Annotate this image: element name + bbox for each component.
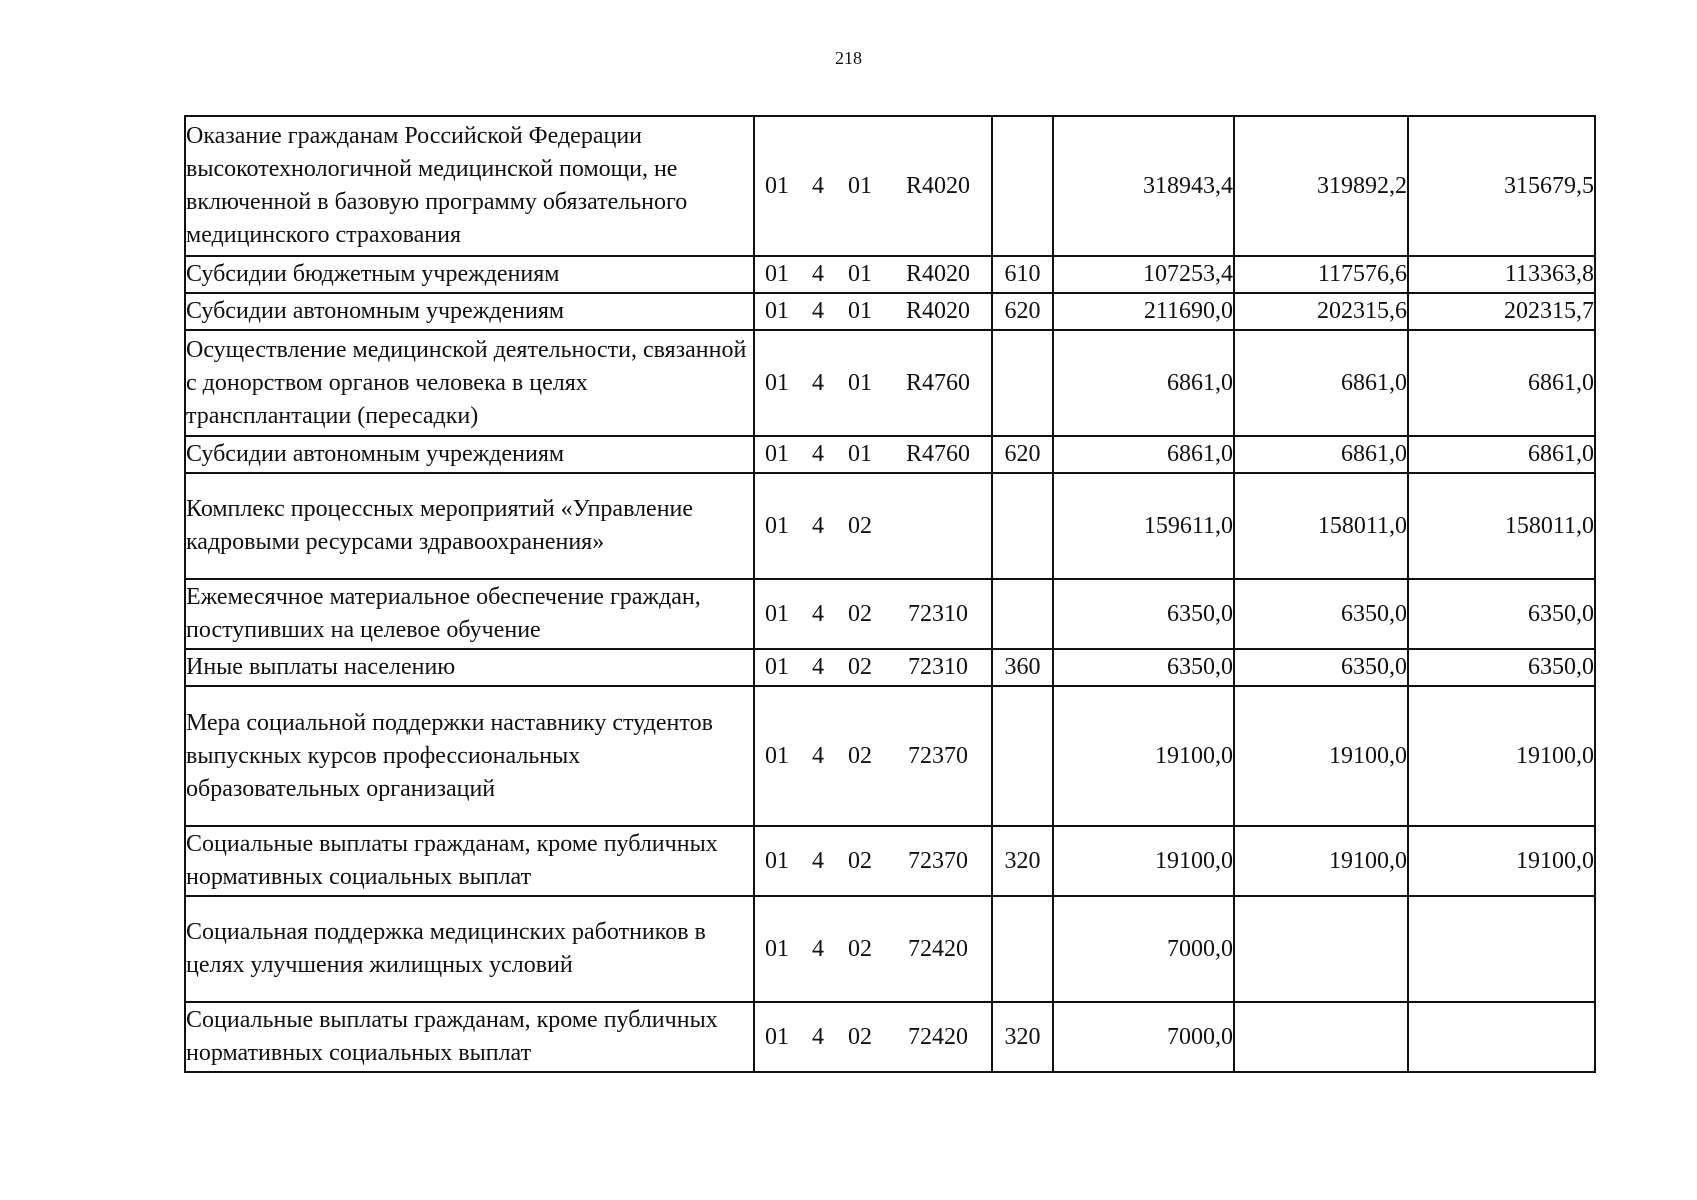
value-year-3: 6861,0 bbox=[1408, 436, 1595, 473]
value-year-2: 19100,0 bbox=[1234, 686, 1408, 826]
value-year-2: 6861,0 bbox=[1234, 436, 1408, 473]
value-year-3 bbox=[1408, 896, 1595, 1002]
value-year-2 bbox=[1234, 896, 1408, 1002]
code-program: 01 bbox=[765, 1023, 789, 1050]
row-name: Социальные выплаты гражданам, кроме публичных нормативных социальных выплат bbox=[185, 826, 754, 896]
code-event: 02 bbox=[848, 600, 872, 627]
code-subprogram: 4 bbox=[812, 847, 824, 874]
code-direction: R4020 bbox=[905, 172, 970, 199]
code-event: 02 bbox=[848, 512, 872, 539]
value-year-2: 6861,0 bbox=[1234, 330, 1408, 436]
code-program: 01 bbox=[765, 742, 789, 769]
code-direction: 72370 bbox=[908, 742, 968, 769]
expense-type-code bbox=[992, 686, 1053, 826]
code-subprogram: 4 bbox=[812, 654, 824, 680]
table-row bbox=[185, 116, 1595, 256]
value-year-2 bbox=[1234, 1002, 1408, 1072]
table-row bbox=[185, 473, 1595, 579]
value-year-1: 6861,0 bbox=[1053, 330, 1234, 436]
value-year-3: 315679,5 bbox=[1408, 116, 1595, 256]
row-codes bbox=[754, 436, 992, 473]
value-year-2: 117576,6 bbox=[1234, 256, 1408, 293]
row-codes bbox=[754, 1002, 992, 1072]
code-direction: R4020 bbox=[905, 261, 970, 287]
code-event: 01 bbox=[848, 261, 872, 287]
value-year-1: 6350,0 bbox=[1053, 649, 1234, 686]
expense-type-code: 320 bbox=[992, 826, 1053, 896]
code-program: 01 bbox=[765, 654, 789, 680]
code-program: 01 bbox=[765, 600, 789, 627]
code-direction: R4760 bbox=[905, 441, 970, 467]
value-year-3: 202315,7 bbox=[1408, 293, 1595, 330]
value-year-3: 158011,0 bbox=[1408, 473, 1595, 579]
code-direction: 72420 bbox=[908, 1023, 968, 1050]
expense-type-code bbox=[992, 330, 1053, 436]
table-row bbox=[185, 436, 1595, 473]
row-name: Ежемесячное материальное обеспечение граждан, поступивших на целевое обучение bbox=[185, 579, 754, 649]
row-codes bbox=[754, 116, 992, 256]
code-event: 01 bbox=[848, 298, 872, 324]
value-year-1: 6861,0 bbox=[1053, 436, 1234, 473]
value-year-2: 319892,2 bbox=[1234, 116, 1408, 256]
expense-type-code bbox=[992, 473, 1053, 579]
code-direction: R4760 bbox=[905, 369, 970, 396]
value-year-1: 19100,0 bbox=[1053, 686, 1234, 826]
code-subprogram: 4 bbox=[812, 935, 824, 962]
code-program: 01 bbox=[765, 935, 789, 962]
expense-type-code: 360 bbox=[992, 649, 1053, 686]
code-direction: R4020 bbox=[905, 298, 970, 324]
row-name: Мера социальной поддержки наставнику студентов выпускных курсов профессиональных образовательных организаций bbox=[185, 686, 754, 826]
table-row bbox=[185, 579, 1595, 649]
value-year-3: 6350,0 bbox=[1408, 649, 1595, 686]
code-event: 01 bbox=[848, 369, 872, 396]
row-name: Субсидии автономным учреждениям bbox=[185, 436, 754, 473]
value-year-3: 6350,0 bbox=[1408, 579, 1595, 649]
table-row bbox=[185, 330, 1595, 436]
row-name: Комплекс процессных мероприятий «Управление кадровыми ресурсами здравоохранения» bbox=[185, 473, 754, 579]
code-event: 01 bbox=[848, 172, 872, 199]
expense-type-code bbox=[992, 896, 1053, 1002]
value-year-2: 6350,0 bbox=[1234, 649, 1408, 686]
row-codes bbox=[754, 473, 992, 579]
table-row bbox=[185, 293, 1595, 330]
row-name: Иные выплаты населению bbox=[185, 649, 754, 686]
row-codes bbox=[754, 330, 992, 436]
code-program: 01 bbox=[765, 369, 789, 396]
code-event: 02 bbox=[848, 847, 872, 874]
value-year-3: 19100,0 bbox=[1408, 686, 1595, 826]
value-year-2: 19100,0 bbox=[1234, 826, 1408, 896]
value-year-1: 211690,0 bbox=[1053, 293, 1234, 330]
code-event: 02 bbox=[848, 654, 872, 680]
value-year-1: 7000,0 bbox=[1053, 1002, 1234, 1072]
expense-type-code: 620 bbox=[992, 293, 1053, 330]
code-subprogram: 4 bbox=[812, 261, 824, 287]
row-name: Субсидии автономным учреждениям bbox=[185, 293, 754, 330]
table-row bbox=[185, 896, 1595, 1002]
expense-type-code: 320 bbox=[992, 1002, 1053, 1072]
code-subprogram: 4 bbox=[812, 1023, 824, 1050]
code-program: 01 bbox=[765, 261, 789, 287]
code-event: 01 bbox=[848, 441, 872, 467]
expense-type-code: 620 bbox=[992, 436, 1053, 473]
row-codes bbox=[754, 579, 992, 649]
row-codes bbox=[754, 686, 992, 826]
code-program: 01 bbox=[765, 847, 789, 874]
row-name: Осуществление медицинской деятельности, связанной с донорством органов человека в целях трансплантации (пересадки) bbox=[185, 330, 754, 436]
value-year-1: 107253,4 bbox=[1053, 256, 1234, 293]
table-row bbox=[185, 686, 1595, 826]
row-codes bbox=[754, 826, 992, 896]
value-year-2: 158011,0 bbox=[1234, 473, 1408, 579]
row-codes bbox=[754, 256, 992, 293]
table-row bbox=[185, 256, 1595, 293]
expense-type-code bbox=[992, 579, 1053, 649]
value-year-1: 159611,0 bbox=[1053, 473, 1234, 579]
code-program: 01 bbox=[765, 441, 789, 467]
value-year-1: 19100,0 bbox=[1053, 826, 1234, 896]
page-number: 218 bbox=[835, 48, 862, 68]
value-year-3 bbox=[1408, 1002, 1595, 1072]
code-event: 02 bbox=[848, 742, 872, 769]
value-year-2: 6350,0 bbox=[1234, 579, 1408, 649]
code-subprogram: 4 bbox=[812, 600, 824, 627]
row-name: Социальные выплаты гражданам, кроме публичных нормативных социальных выплат bbox=[185, 1002, 754, 1072]
code-direction: 72420 bbox=[908, 935, 968, 962]
row-codes bbox=[754, 649, 992, 686]
expense-type-code bbox=[992, 116, 1053, 256]
code-subprogram: 4 bbox=[812, 369, 824, 396]
table-row bbox=[185, 649, 1595, 686]
value-year-2: 202315,6 bbox=[1234, 293, 1408, 330]
code-subprogram: 4 bbox=[812, 742, 824, 769]
expense-type-code: 610 bbox=[992, 256, 1053, 293]
code-direction: 72370 bbox=[908, 847, 968, 874]
code-subprogram: 4 bbox=[812, 172, 824, 199]
code-program: 01 bbox=[765, 298, 789, 324]
table-row bbox=[185, 826, 1595, 896]
row-name: Социальная поддержка медицинских работников в целях улучшения жилищных условий bbox=[185, 896, 754, 1002]
value-year-3: 19100,0 bbox=[1408, 826, 1595, 896]
table-row bbox=[185, 1002, 1595, 1072]
code-event: 02 bbox=[848, 935, 872, 962]
code-direction: 72310 bbox=[908, 600, 968, 627]
code-program: 01 bbox=[765, 512, 789, 539]
code-subprogram: 4 bbox=[812, 512, 824, 539]
code-subprogram: 4 bbox=[812, 298, 824, 324]
value-year-1: 7000,0 bbox=[1053, 896, 1234, 1002]
row-name: Субсидии бюджетным учреждениям bbox=[185, 256, 754, 293]
code-direction: 72310 bbox=[908, 654, 968, 680]
code-subprogram: 4 bbox=[812, 441, 824, 467]
code-event: 02 bbox=[848, 1023, 872, 1050]
budget-table bbox=[184, 115, 1596, 1073]
value-year-1: 6350,0 bbox=[1053, 579, 1234, 649]
row-codes bbox=[754, 896, 992, 1002]
value-year-1: 318943,4 bbox=[1053, 116, 1234, 256]
value-year-3: 6861,0 bbox=[1408, 330, 1595, 436]
row-codes bbox=[754, 293, 992, 330]
code-program: 01 bbox=[765, 172, 789, 199]
value-year-3: 113363,8 bbox=[1408, 256, 1595, 293]
row-name: Оказание гражданам Российской Федерации высокотехнологичной медицинской помощи, не включенной в базовую программу обязательного медицинского страхования bbox=[185, 116, 754, 256]
